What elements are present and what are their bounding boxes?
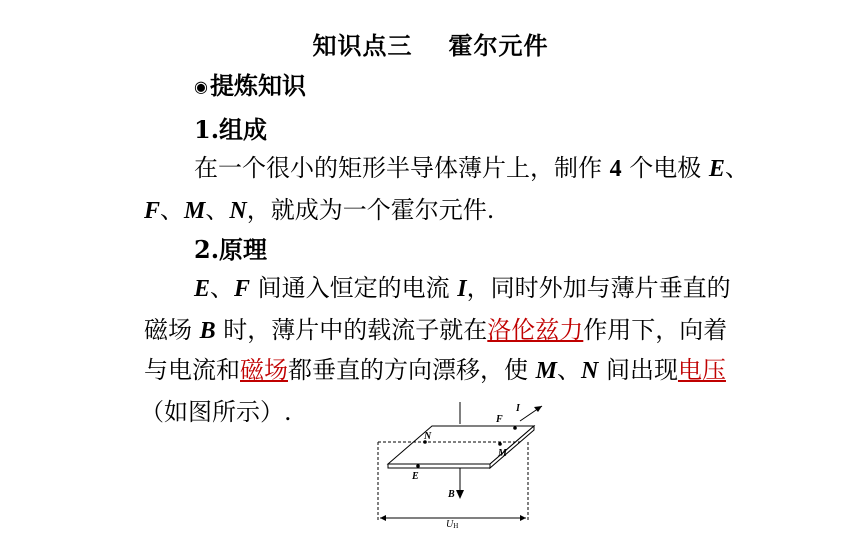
principle-heading: 2.原理: [194, 235, 268, 264]
text-span: 与电流和: [144, 356, 240, 384]
text-span: 个电极: [629, 154, 702, 182]
answer-magnetic-field: 磁场: [240, 356, 288, 384]
page-title: [0, 26, 861, 61]
answer-lorentz-force: 洛伦兹力: [487, 316, 584, 344]
answer-voltage: 电压: [677, 356, 726, 384]
text-span: 、: [556, 356, 581, 384]
electrode-count: 4: [609, 156, 622, 182]
semiconductor-slab-front: [388, 464, 490, 468]
label-f: F: [496, 414, 503, 425]
electrode-e-dot: [416, 464, 420, 468]
symbol-N: N: [229, 198, 247, 224]
label-n: N: [424, 431, 432, 442]
span-arrow-left-icon: [380, 515, 386, 521]
text-span: 作用下，向着: [583, 316, 728, 344]
text-span: 磁场: [144, 316, 200, 344]
text-span: 、: [724, 154, 749, 182]
span-arrow-right-icon: [520, 515, 526, 521]
principle-line-2: [144, 310, 727, 345]
text-span: 、: [160, 196, 185, 224]
target-bullet-icon: ◉: [194, 77, 208, 96]
text-span: 在一个很小的矩形半导体薄片上，制作: [194, 154, 602, 182]
composition-heading: 1.组成: [194, 115, 268, 144]
label-u-sub: H: [453, 522, 459, 530]
symbol-N: N: [580, 358, 599, 384]
text-span: 间出现: [598, 356, 678, 384]
label-i: I: [516, 403, 520, 414]
principle-line-3: [144, 350, 726, 385]
symbol-E: E: [194, 276, 211, 302]
label-e: E: [412, 471, 419, 482]
text-span: 、: [210, 274, 235, 302]
text-span: 间通入恒定的电流: [250, 274, 458, 302]
text-span: 、: [205, 196, 230, 224]
text-span: 都垂直的方向漂移，使: [288, 356, 536, 384]
text-span: ，同时外加与薄片垂直的: [466, 274, 731, 302]
electrode-f-dot: [513, 426, 517, 430]
hall-element-diagram: [370, 398, 550, 530]
title-topic-number: 知识点三: [312, 31, 413, 60]
symbol-M: M: [184, 198, 206, 224]
title-topic-name: 霍尔元件: [448, 31, 549, 60]
label-m: M: [498, 448, 507, 459]
electrode-m-dot: [498, 442, 502, 446]
symbol-F: F: [234, 276, 251, 302]
symbol-F: F: [144, 198, 161, 224]
b-field-arrow-icon: [456, 490, 464, 499]
symbol-B: B: [199, 318, 216, 344]
symbol-I: I: [457, 276, 467, 302]
composition-line-2: [144, 190, 494, 225]
principle-line-1: [194, 268, 731, 303]
symbol-E: E: [708, 156, 725, 182]
text-span: ，就成为一个霍尔元件.: [246, 196, 495, 224]
composition-line-1: [194, 148, 749, 183]
section-heading-text: 提炼知识: [209, 71, 306, 100]
symbol-M: M: [535, 358, 557, 384]
label-u-main: U: [446, 519, 454, 530]
section-heading: [194, 66, 306, 101]
text-span: 时，薄片中的载流子就在: [215, 316, 488, 344]
principle-line-4: （如图所示）.: [140, 398, 292, 426]
label-u: [446, 519, 458, 530]
label-b: B: [448, 489, 455, 500]
